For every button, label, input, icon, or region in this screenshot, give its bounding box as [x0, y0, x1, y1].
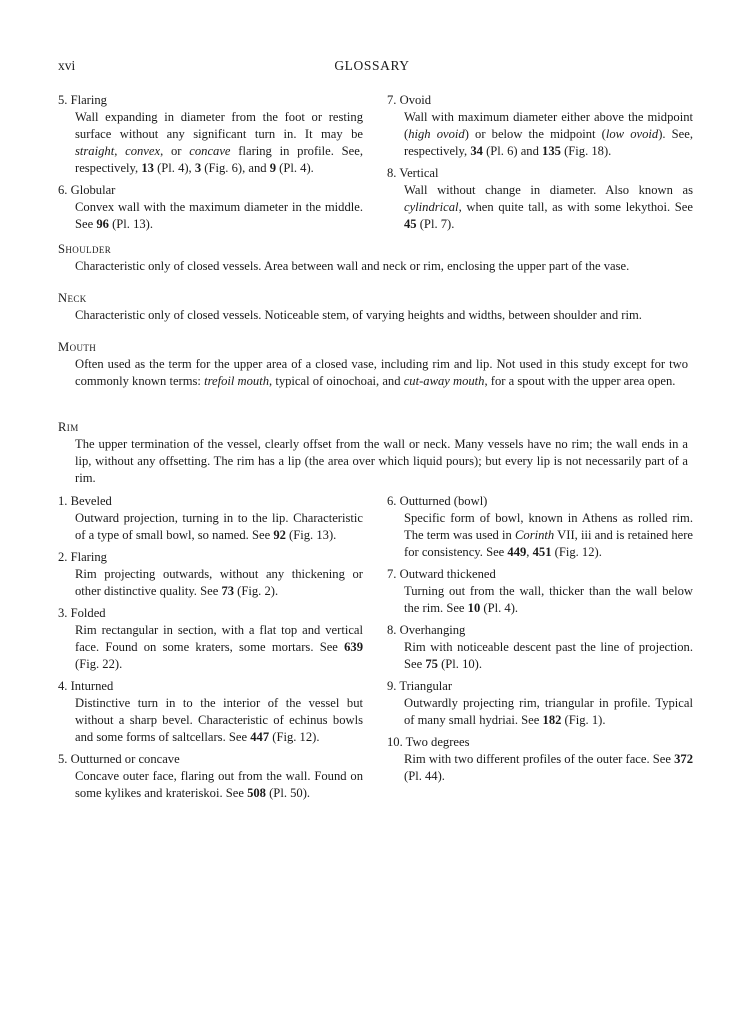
rim-definition: The upper termination of the vessel, clearly offset from the wall or neck. Many vessels have no rim; the wall ends in a lip, without any offsetting. The rim has a lip (the area over which liquid pours); but every lip is not necessarily part of a rim. — [75, 437, 688, 485]
glossary-item-term: 7. Ovoid — [387, 93, 432, 107]
wall-list-right — [387, 92, 693, 238]
glossary-item-definition: Rim with two different profiles of the outer face. See 372 (Pl. 44). — [404, 752, 693, 783]
glossary-item-term: 3. Folded — [58, 606, 106, 620]
glossary-item-definition: Wall with maximum diameter either above the midpoint (high ovoid) or below the midpoint (low ovoid). See, respectively, 34 (Pl. 6) and 135 (Fig. 18). — [404, 110, 693, 158]
glossary-item-definition: Wall expanding in diameter from the foot or resting surface without any significant turn in. It may be straight, convex, or concave flaring in profile. See, respectively, 13 (Pl. 4), 3 (Fig. 6), and 9 (Pl. 4). — [75, 110, 364, 175]
glossary-item-definition: Turning out from the wall, thicker than the wall below the rim. See 10 (Pl. 4). — [404, 584, 693, 615]
rim-list-left — [58, 493, 363, 807]
glossary-item-term: 6. Globular — [58, 183, 116, 197]
mouth-entry — [58, 339, 688, 390]
shoulder-entry — [58, 241, 688, 275]
glossary-item-definition: Wall without change in diameter. Also known as cylindrical, when quite tall, as with some lekythoi. See 45 (Pl. 7). — [404, 183, 693, 231]
neck-entry — [58, 290, 688, 324]
wall-list-left — [58, 92, 363, 238]
glossary-item-definition: Distinctive turn in to the interior of the vessel but without a sharp bevel. Characteristic of echinus bowls and some forms of saltcellars. See 447 (Fig. 12). — [75, 696, 363, 744]
glossary-item-term: 5. Outturned or concave — [58, 752, 180, 766]
shoulder-definition: Characteristic only of closed vessels. Area between wall and neck or rim, enclosing the upper part of the vase. — [75, 259, 630, 273]
glossary-item-term: 8. Vertical — [387, 166, 439, 180]
glossary-item-term: 6. Outturned (bowl) — [387, 494, 488, 508]
glossary-item-definition: Concave outer face, flaring out from the wall. Found on some kylikes and krateriskoi. See 508 (Pl. 50). — [75, 769, 363, 800]
glossary-item — [58, 605, 363, 673]
glossary-item-definition: Rim projecting outwards, without any thickening or other distinctive quality. See 73 (Fig. 2). — [75, 567, 363, 598]
glossary-item — [58, 182, 363, 233]
glossary-item — [58, 549, 363, 600]
shoulder-heading: Shoulder — [58, 242, 112, 256]
neck-heading: Neck — [58, 291, 87, 305]
glossary-item-term: 4. Inturned — [58, 679, 114, 693]
glossary-item-term: 7. Outward thickened — [387, 567, 496, 581]
rim-heading: Rim — [58, 420, 79, 434]
glossary-item-definition: Outwardly projecting rim, triangular in profile. Typical of many small hydriai. See 182 (Fig. 1). — [404, 696, 693, 727]
glossary-item-term: 8. Overhanging — [387, 623, 466, 637]
rim-list-right — [387, 493, 693, 790]
glossary-item-definition: Outward projection, turning in to the lip. Characteristic of a type of small bowl, so named. See 92 (Fig. 13). — [75, 511, 363, 542]
glossary-item-term: 10. Two degrees — [387, 735, 470, 749]
glossary-item — [387, 734, 693, 785]
glossary-item-term: 5. Flaring — [58, 93, 107, 107]
glossary-item — [58, 92, 363, 177]
glossary-item — [387, 165, 693, 233]
glossary-item — [387, 678, 693, 729]
glossary-item — [387, 622, 693, 673]
glossary-item-term: 2. Flaring — [58, 550, 107, 564]
rim-entry — [58, 419, 688, 487]
neck-definition: Characteristic only of closed vessels. Noticeable stem, of varying heights and widths, between shoulder and rim. — [75, 308, 642, 322]
glossary-item-definition: Rim rectangular in section, with a flat top and vertical face. Found on some kraters, some mortars. See 639 (Fig. 22). — [75, 623, 363, 671]
page-number: xvi — [58, 58, 76, 73]
glossary-item — [58, 493, 363, 544]
page-title: GLOSSARY — [334, 58, 410, 73]
glossary-item — [58, 751, 363, 802]
glossary-item — [387, 493, 693, 561]
glossary-item-definition: Rim with noticeable descent past the line of projection. See 75 (Pl. 10). — [404, 640, 693, 671]
mouth-definition: Often used as the term for the upper area of a closed vase, including rim and lip. Not used in this study except for two commonly known terms: trefoil mouth, typical of oinochoai, and cut-away mouth, for a spout with the upper area open. — [75, 357, 688, 388]
mouth-heading: Mouth — [58, 340, 97, 354]
glossary-item-definition: Convex wall with the maximum diameter in the middle. See 96 (Pl. 13). — [75, 200, 363, 231]
glossary-item-term: 9. Triangular — [387, 679, 453, 693]
glossary-item — [387, 566, 693, 617]
glossary-item-term: 1. Beveled — [58, 494, 112, 508]
running-head — [58, 58, 686, 76]
glossary-item-definition: Specific form of bowl, known in Athens as rolled rim. The term was used in Corinth VII, iii and is retained here for consistency. See 449, 451 (Fig. 12). — [404, 511, 693, 559]
glossary-item — [58, 678, 363, 746]
glossary-item — [387, 92, 693, 160]
